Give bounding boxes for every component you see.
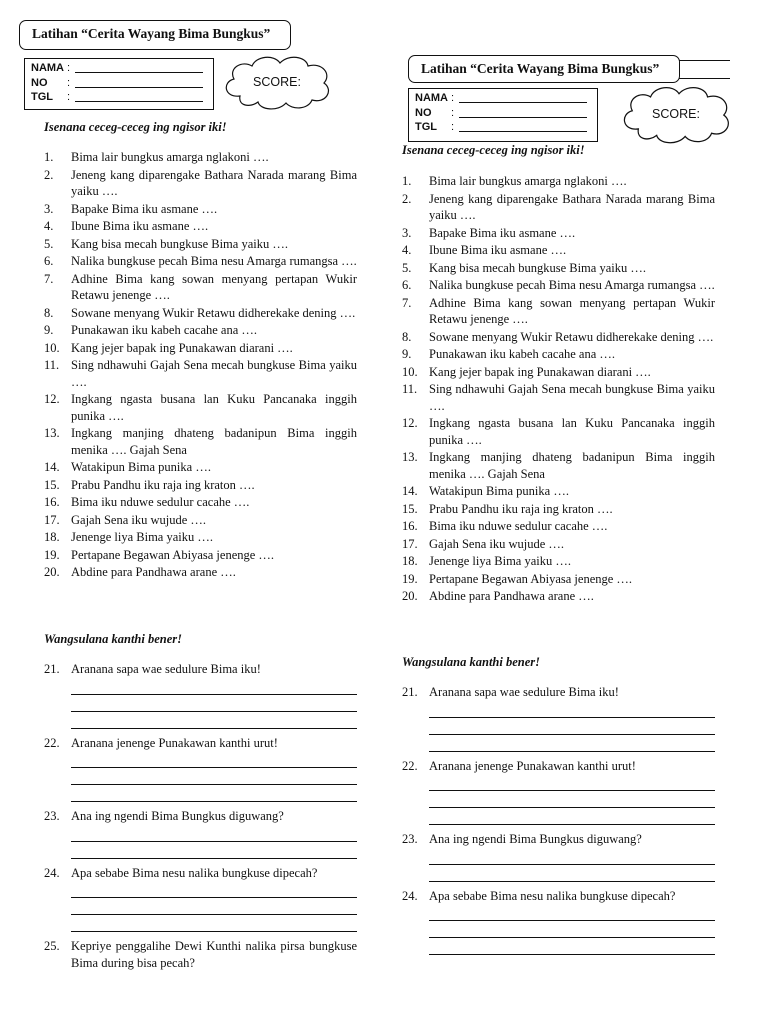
question-text: Sowane menyang Wukir Retawu didherekake dening …. (429, 329, 714, 344)
question-text: Nalika bungkuse pecah Bima nesu Amarga rumangsa …. (71, 254, 357, 268)
question-item (44, 547, 357, 565)
question-text: Sing ndhawuhi Gajah Sena mecah bungkuse Bima yaiku …. (429, 382, 715, 413)
question-item (44, 477, 357, 495)
student-identity-box (408, 88, 598, 142)
question-number: 11. (402, 382, 418, 396)
answer-line[interactable] (429, 774, 715, 791)
date-field-row (415, 120, 591, 135)
essay-number: 24. (44, 865, 60, 880)
question-text: Jenenge liya Bima yaiku …. (71, 530, 213, 544)
essay-text: Aranana sapa wae sedulure Bima iku! (429, 685, 619, 699)
name-colon: : (67, 62, 71, 75)
worksheet-right (384, 0, 768, 1024)
question-item (402, 381, 715, 415)
question-number: 14. (44, 460, 60, 474)
question-item (402, 346, 715, 364)
essay-item (44, 865, 357, 939)
essay-number: 21. (402, 685, 418, 699)
question-item (402, 501, 715, 519)
essay-body (429, 758, 715, 832)
essay-item (402, 684, 715, 758)
question-text: Prabu Pandhu iku raja ing kraton …. (429, 501, 613, 516)
answer-line[interactable] (429, 938, 715, 955)
question-item (402, 518, 715, 536)
answer-line[interactable] (429, 735, 715, 752)
essay-body (71, 735, 357, 809)
question-number: 9. (402, 347, 412, 361)
essay-item (402, 831, 715, 888)
date-label: TGL (415, 121, 437, 134)
question-number: 17. (44, 512, 60, 527)
essay-item (44, 938, 357, 971)
section-1-title: Isenana ceceg-ceceg ing ngisor iki! (402, 143, 585, 157)
number-blank[interactable] (75, 78, 203, 88)
question-item (44, 512, 357, 530)
question-number: 6. (402, 278, 412, 292)
essay-text: Aranana sapa wae sedulure Bima iku! (71, 662, 261, 676)
answer-line[interactable] (429, 848, 715, 865)
answer-line[interactable] (71, 842, 357, 859)
question-number: 15. (402, 501, 418, 516)
answer-line[interactable] (429, 791, 715, 808)
question-number: 16. (44, 495, 60, 509)
question-item (402, 295, 715, 329)
answer-line[interactable] (71, 881, 357, 898)
score-label: SCORE: (253, 75, 301, 89)
question-text: Kang jejer bapak ing Punakawan diarani …. (71, 340, 293, 355)
question-number: 10. (44, 340, 60, 355)
question-text: Bima iku nduwe sedulur cacahe …. (71, 495, 250, 509)
essay-number: 22. (402, 758, 418, 773)
question-item (402, 329, 715, 347)
question-number: 11. (44, 358, 60, 372)
question-text: Abdine para Pandhawa arane …. (71, 565, 236, 579)
question-text: Kang bisa mecah bungkuse Bima yaiku …. (429, 260, 646, 275)
answer-line[interactable] (71, 712, 357, 729)
essay-number: 24. (402, 888, 418, 903)
question-number: 7. (44, 271, 54, 286)
answer-line[interactable] (429, 865, 715, 882)
essay-body (429, 888, 715, 956)
question-number: 4. (44, 219, 54, 233)
date-blank[interactable] (75, 92, 203, 102)
question-text: Sing ndhawuhi Gajah Sena mecah bungkuse Bima yaiku …. (71, 358, 357, 389)
question-item (44, 253, 357, 271)
question-text: Sowane menyang Wukir Retawu didherekake dening …. (71, 305, 356, 320)
question-item (44, 322, 357, 340)
worksheet-title: Latihan “Cerita Wayang Bima Bungkus” (408, 55, 680, 83)
question-item (44, 236, 357, 254)
question-text: Jeneng kang diparengake Bathara Narada marang Bima yaiku …. (429, 191, 715, 222)
question-text: Prabu Pandhu iku raja ing kraton …. (71, 477, 255, 492)
question-item (44, 564, 357, 582)
fill-in-question-list (402, 173, 715, 606)
answer-line[interactable] (429, 904, 715, 921)
number-label: NO (415, 106, 432, 119)
question-number: 3. (402, 225, 412, 240)
question-text: Pertapane Begawan Abiyasa jenenge …. (71, 547, 275, 562)
question-item (402, 173, 715, 191)
question-text: Abdine para Pandhawa arane …. (429, 589, 594, 603)
essay-text: Aranana jenenge Punakawan kanthi urut! (71, 735, 278, 750)
question-number: 20. (402, 589, 418, 603)
date-blank[interactable] (459, 122, 587, 132)
header-rule (674, 78, 730, 79)
question-number: 13. (402, 450, 418, 464)
question-number: 18. (44, 530, 60, 544)
question-item (44, 340, 357, 358)
question-number: 4. (402, 243, 412, 257)
question-text: Bapake Bima iku asmane …. (71, 201, 218, 216)
essay-number: 21. (44, 662, 60, 676)
question-text: Watakipun Bima punika …. (71, 460, 211, 474)
essay-item (44, 661, 357, 735)
question-text: Bima iku nduwe sedulur cacahe …. (429, 519, 608, 533)
question-item (44, 391, 357, 425)
question-text: Nalika bungkuse pecah Bima nesu Amarga rumangsa …. (429, 278, 715, 292)
fill-in-question-list (44, 149, 357, 582)
essay-body (429, 684, 715, 758)
section-1-title: Isenana ceceg-ceceg ing ngisor iki! (44, 120, 227, 134)
essay-body (71, 865, 357, 939)
essay-text: Aranana jenenge Punakawan kanthi urut! (429, 758, 636, 773)
question-item (44, 201, 357, 219)
question-number: 5. (44, 236, 54, 251)
student-identity-box (24, 58, 214, 110)
name-blank[interactable] (75, 63, 203, 73)
question-text: Adhine Bima kang sowan menyang pertapan Wukir Retawu jenenge …. (71, 271, 357, 302)
essay-text: Apa sebabe Bima nesu nalika bungkuse dipecah? (71, 865, 318, 880)
question-text: Kang jejer bapak ing Punakawan diarani …. (429, 364, 651, 379)
question-number: 17. (402, 536, 418, 551)
name-label: NAMA (31, 62, 64, 75)
essay-item (44, 735, 357, 809)
question-text: Gajah Sena iku wujude …. (71, 512, 207, 527)
date-label: TGL (31, 91, 53, 104)
question-item (402, 415, 715, 449)
essay-text: Apa sebabe Bima nesu nalika bungkuse dipecah? (429, 888, 676, 903)
question-number: 10. (402, 364, 418, 379)
question-text: Ingkang ngasta busana lan Kuku Pancanaka inggih punika …. (71, 392, 357, 423)
question-number: 20. (44, 565, 60, 579)
date-colon: : (67, 91, 71, 104)
question-item (44, 167, 357, 201)
question-number: 7. (402, 295, 412, 310)
question-number: 1. (44, 150, 54, 164)
essay-item (402, 888, 715, 956)
question-text: Jenenge liya Bima yaiku …. (429, 554, 571, 568)
answer-line[interactable] (429, 921, 715, 938)
question-number: 3. (44, 201, 54, 216)
question-text: Bima lair bungkus amarga nglakoni …. (71, 150, 269, 164)
number-colon: : (451, 106, 455, 119)
number-field-row (31, 76, 207, 91)
question-item (44, 425, 357, 459)
question-text: Ingkang ngasta busana lan Kuku Pancanaka inggih punika …. (429, 416, 715, 447)
score-label: SCORE: (652, 107, 700, 121)
question-text: Ibune Bima iku asmane …. (429, 243, 567, 257)
question-text: Ingkang manjing dhateng badanipun Bima inggih menika …. Gajah Sena (71, 426, 357, 457)
question-item (44, 494, 357, 512)
question-number: 8. (402, 329, 412, 344)
question-text: Bima lair bungkus amarga nglakoni …. (429, 174, 627, 188)
name-field-row (31, 61, 207, 76)
question-item (402, 449, 715, 483)
essay-text: Ana ing ngendi Bima Bungkus diguwang? (429, 832, 642, 846)
question-item (44, 357, 357, 391)
essay-text: Kepriye penggalihe Dewi Kunthi nalika pirsa bungkuse Bima during bisa pecah? (71, 939, 357, 970)
question-number: 19. (402, 571, 418, 586)
question-text: Punakawan iku kabeh cacahe ana …. (429, 347, 616, 361)
question-item (402, 225, 715, 243)
answer-line[interactable] (71, 695, 357, 712)
answer-line[interactable] (71, 751, 357, 768)
date-colon: : (451, 121, 455, 134)
question-text: Ibune Bima iku asmane …. (71, 219, 209, 233)
question-number: 9. (44, 323, 54, 337)
question-item (402, 483, 715, 501)
question-text: Gajah Sena iku wujude …. (429, 536, 565, 551)
question-number: 16. (402, 519, 418, 533)
question-text: Jeneng kang diparengake Bathara Narada marang Bima yaiku …. (71, 167, 357, 198)
question-text: Adhine Bima kang sowan menyang pertapan Wukir Retawu jenenge …. (429, 295, 715, 326)
question-item (402, 277, 715, 295)
essay-body (71, 808, 357, 865)
answer-line[interactable] (429, 808, 715, 825)
essay-body (429, 831, 715, 888)
essay-number: 23. (44, 809, 60, 823)
answer-line[interactable] (71, 915, 357, 932)
question-item (44, 305, 357, 323)
answer-line[interactable] (71, 768, 357, 785)
worksheet-title: Latihan “Cerita Wayang Bima Bungkus” (19, 20, 291, 50)
section-2-title: Wangsulana kanthi bener! (44, 632, 183, 646)
name-colon: : (451, 92, 455, 105)
number-field-row (415, 106, 591, 121)
question-item (402, 364, 715, 382)
number-blank[interactable] (459, 108, 587, 118)
name-field-row (415, 91, 591, 106)
question-text: Kang bisa mecah bungkuse Bima yaiku …. (71, 236, 288, 251)
question-item (402, 553, 715, 571)
question-number: 1. (402, 174, 412, 188)
essay-item (402, 758, 715, 832)
number-colon: : (67, 76, 71, 89)
question-number: 14. (402, 484, 418, 498)
question-number: 19. (44, 547, 60, 562)
answer-line[interactable] (429, 701, 715, 718)
question-item (402, 242, 715, 260)
answer-line[interactable] (71, 785, 357, 802)
essay-question-list (44, 661, 357, 971)
question-item (44, 529, 357, 547)
question-item (402, 588, 715, 606)
question-text: Bapake Bima iku asmane …. (429, 225, 576, 240)
question-number: 5. (402, 260, 412, 275)
question-item (402, 260, 715, 278)
score-cloud (616, 82, 736, 146)
question-item (402, 536, 715, 554)
answer-line[interactable] (71, 678, 357, 695)
number-label: NO (31, 76, 48, 89)
name-label: NAMA (415, 92, 448, 105)
question-text: Punakawan iku kabeh cacahe ana …. (71, 323, 258, 337)
question-number: 18. (402, 554, 418, 568)
question-item (402, 191, 715, 225)
question-number: 6. (44, 254, 54, 268)
question-number: 2. (402, 191, 412, 206)
essay-text: Ana ing ngendi Bima Bungkus diguwang? (71, 809, 284, 823)
essay-question-list (402, 684, 715, 955)
question-number: 8. (44, 305, 54, 320)
question-item (44, 149, 357, 167)
question-text: Watakipun Bima punika …. (429, 484, 569, 498)
essay-number: 25. (44, 939, 60, 953)
question-number: 15. (44, 477, 60, 492)
date-field-row (31, 90, 207, 105)
essay-body (71, 938, 357, 971)
name-blank[interactable] (459, 93, 587, 103)
answer-line[interactable] (71, 825, 357, 842)
answer-line[interactable] (71, 898, 357, 915)
question-number: 12. (44, 392, 60, 406)
question-item (44, 218, 357, 236)
essay-number: 23. (402, 832, 418, 846)
essay-body (71, 661, 357, 735)
question-number: 2. (44, 167, 54, 182)
answer-line[interactable] (429, 718, 715, 735)
essay-number: 22. (44, 735, 60, 750)
question-text: Pertapane Begawan Abiyasa jenenge …. (429, 571, 633, 586)
header-rule (674, 60, 730, 61)
question-item (44, 271, 357, 305)
question-item (402, 571, 715, 589)
score-cloud (218, 52, 336, 112)
question-number: 13. (44, 426, 60, 440)
essay-item (44, 808, 357, 865)
question-number: 12. (402, 416, 418, 430)
question-item (44, 459, 357, 477)
section-2-title: Wangsulana kanthi bener! (402, 655, 541, 669)
question-text: Ingkang manjing dhateng badanipun Bima inggih menika …. Gajah Sena (429, 450, 715, 481)
